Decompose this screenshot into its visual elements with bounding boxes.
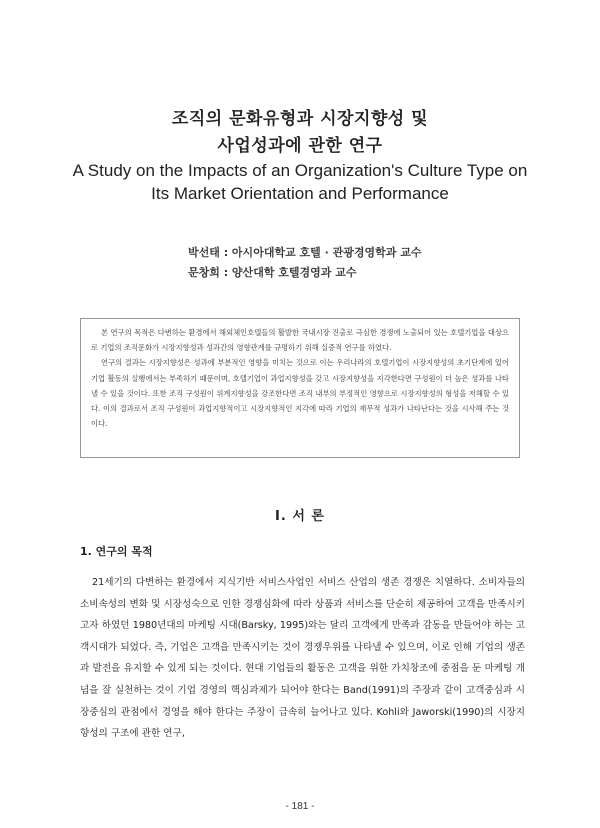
title-korean-line-2: 사업성과에 관한 연구: [217, 136, 383, 156]
abstract-box: [80, 318, 520, 458]
title-korean-line-1: 조직의 문화유형과 시장지향성 및: [171, 109, 429, 129]
page-number: - 181 -: [285, 801, 315, 812]
subsection-heading: 1. 연구의 목적: [80, 545, 153, 558]
section-heading: I. 서 론: [275, 509, 325, 524]
abstract-paragraph-2: 연구의 결과는 시장지향성은 성과에 부분적인 영향을 미치는 것으로 이는 우리나라의 호텔기업이 시장지향성의 초기단계에 있어 기업 활동의 실행에서는 부족하기 때문이며, 호텔기업이 과업지향성을 갖고 시장지향성을 지각한다면 구성원이 더 높은 성과를 나타낼 수 있을 것이다. 또한 조직 구성원이 위계지향성을 강조한다면 조직 내부의 부정적인 영향으로 시장지향성의 형성을 저해할 수 있다. 이의 결과로서 조직 구성원이 과업지향적이고 시장지향적인 지각에 따라 기업의 재무적 성과가 나타난다는 것을 시사해 주는 것이다.: [91, 358, 509, 429]
body-paragraph: 21세기의 다변하는 환경에서 지식기반 서비스사업인 서비스 산업의 생존 경쟁은 치열하다. 소비자들의 소비속성의 변화 및 시장성숙으로 인한 경쟁심화에 따라 상품과 서비스를 단순히 제공하여 고객을 만족시키고자 하였던 1980년대의 마케팅 시대(Barsky, 1995)와는 달리 고객에게 만족과 감동을 만들어야 하는 고객시대가 되었다. 즉, 기업은 고객을 만족시키는 것이 경쟁우위를 나타낼 수 있으며, 이로 인해 기업의 생존과 발전을 유지할 수 있게 되는 것이다. 현대 기업들의 활동은 고객을 위한 가치창조에 중점을 둔 마케팅 개념을 잘 실천하는 것이 기업 경영의 핵심과제가 되어야 한다는 Band(1991)의 주장과 같이 고객중심과 시장중심의 관점에서 경영을 해야 한다는 주장이 급속히 늘어나고 있다. Kohli와 Jaworski(1990)의 시장지향성의 구조에 관한 연구,: [80, 577, 525, 740]
title-english-line-1: A Study on the Impacts of an Organization's Culture Type on: [72, 161, 528, 180]
author-2: 문창희 : 양산대학 호텔경영과 교수: [188, 266, 357, 279]
abstract-paragraph-1: 본 연구의 목적은 다변하는 환경에서 해외체인호텔들의 활발한 국내시장 진출로 극심한 경쟁에 노출되어 있는 호텔기업을 대상으로 기업의 조직문화가 시장지향성과 성과간의 영향관계를 규명하기 위해 실증적 연구를 하였다.: [91, 328, 509, 353]
title-english-line-2: Its Market Orientation and Performance: [151, 184, 449, 203]
author-1: 박선태 : 아시아대학교 호텔 · 관광경영학과 교수: [188, 246, 422, 259]
